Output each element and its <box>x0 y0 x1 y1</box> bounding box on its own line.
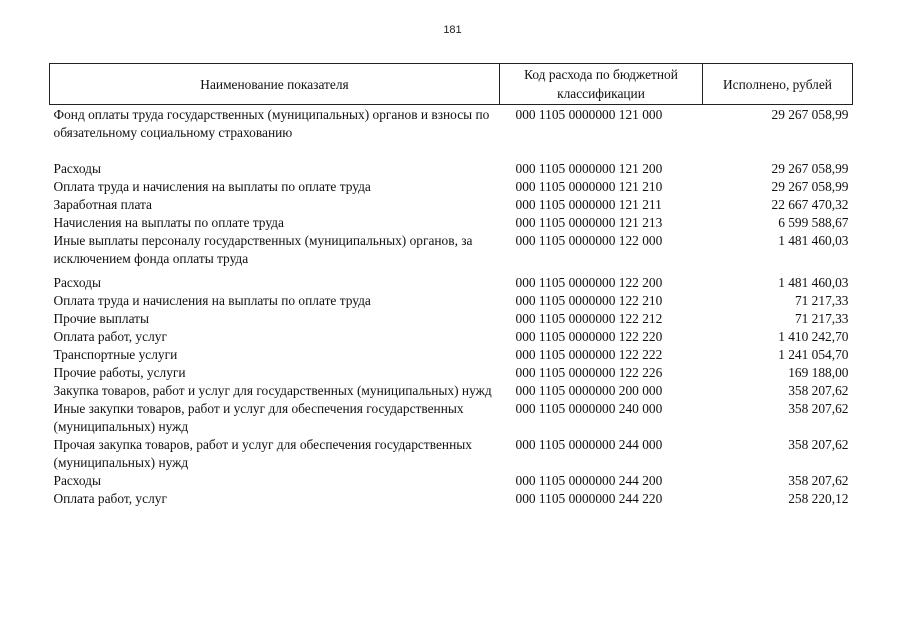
header-expense-code: Код расхода по бюджетной классификации <box>500 64 703 105</box>
row-amount: 22 667 470,32 <box>771 197 849 212</box>
row-amount: 1 481 460,03 <box>778 233 849 248</box>
row-name: Расходы <box>53 275 101 290</box>
row-name: Иные выплаты персоналу государственных (муниципальных) органов, за исключением фонда оплаты труда <box>53 233 473 266</box>
row-code: 000 1105 0000000 122 000 <box>515 233 663 248</box>
row-name: Начисления на выплаты по оплате труда <box>53 215 284 230</box>
row-amount: 29 267 058,99 <box>771 107 849 122</box>
row-amount: 1 481 460,03 <box>778 275 849 290</box>
table-row <box>50 232 853 274</box>
row-code: 000 1105 0000000 122 200 <box>515 275 663 290</box>
budget-execution-table <box>49 63 853 508</box>
row-code: 000 1105 0000000 121 213 <box>515 215 663 230</box>
row-code: 000 1105 0000000 122 212 <box>515 311 663 326</box>
table-row <box>50 382 853 400</box>
row-name: Оплата труда и начисления на выплаты по оплате труда <box>53 293 371 308</box>
row-code: 000 1105 0000000 240 000 <box>515 401 663 416</box>
row-amount: 358 207,62 <box>788 437 849 452</box>
table-row <box>50 328 853 346</box>
row-name: Оплата труда и начисления на выплаты по оплате труда <box>53 179 371 194</box>
row-amount: 258 220,12 <box>788 491 849 506</box>
table-header-row <box>50 64 853 105</box>
table-row <box>50 196 853 214</box>
row-code: 000 1105 0000000 121 211 <box>515 197 662 212</box>
table-row <box>50 310 853 328</box>
row-amount: 29 267 058,99 <box>771 179 849 194</box>
row-code: 000 1105 0000000 122 226 <box>515 365 663 380</box>
row-name: Прочие работы, услуги <box>53 365 186 380</box>
row-name: Расходы <box>53 161 101 176</box>
row-code: 000 1105 0000000 122 222 <box>515 347 663 362</box>
row-name: Оплата работ, услуг <box>53 491 167 506</box>
row-amount: 29 267 058,99 <box>771 161 849 176</box>
row-name: Фонд оплаты труда государственных (муниципальных) органов и взносы по обязательному социальному страхованию <box>53 107 490 140</box>
table-row <box>50 105 853 161</box>
row-code: 000 1105 0000000 244 200 <box>515 473 663 488</box>
row-amount: 71 217,33 <box>794 311 849 326</box>
row-name: Транспортные услуги <box>53 347 178 362</box>
row-code: 000 1105 0000000 200 000 <box>515 383 663 398</box>
row-code: 000 1105 0000000 244 220 <box>515 491 663 506</box>
row-code: 000 1105 0000000 121 200 <box>515 161 663 176</box>
table-row <box>50 292 853 310</box>
row-code: 000 1105 0000000 121 000 <box>515 107 663 122</box>
row-amount: 1 241 054,70 <box>778 347 849 362</box>
table-row <box>50 400 853 436</box>
page-number: 181 <box>443 24 462 36</box>
row-name: Прочая закупка товаров, работ и услуг для обеспечения государственных (муниципальных) нужд <box>53 437 472 470</box>
row-code: 000 1105 0000000 244 000 <box>515 437 663 452</box>
table-row <box>50 160 853 178</box>
row-amount: 169 188,00 <box>788 365 849 380</box>
table-row <box>50 472 853 490</box>
row-amount: 358 207,62 <box>788 401 849 416</box>
row-code: 000 1105 0000000 122 220 <box>515 329 663 344</box>
table-row <box>50 490 853 508</box>
row-amount: 358 207,62 <box>788 473 849 488</box>
row-amount: 1 410 242,70 <box>778 329 849 344</box>
table-row <box>50 436 853 472</box>
header-indicator-name: Наименование показателя <box>50 64 500 105</box>
table-row <box>50 274 853 292</box>
row-code: 000 1105 0000000 122 210 <box>515 293 663 308</box>
row-name: Закупка товаров, работ и услуг для государственных (муниципальных) нужд <box>53 383 492 398</box>
row-name: Иные закупки товаров, работ и услуг для обеспечения государственных (муниципальных) нужд <box>53 401 464 434</box>
table-row <box>50 346 853 364</box>
table-row <box>50 178 853 196</box>
row-name: Заработная плата <box>53 197 152 212</box>
row-amount: 6 599 588,67 <box>778 215 849 230</box>
row-name: Оплата работ, услуг <box>53 329 167 344</box>
header-executed-amount: Исполнено, рублей <box>703 64 853 105</box>
table-row <box>50 214 853 232</box>
row-amount: 71 217,33 <box>794 293 849 308</box>
row-amount: 358 207,62 <box>788 383 849 398</box>
row-code: 000 1105 0000000 121 210 <box>515 179 663 194</box>
table-row <box>50 364 853 382</box>
row-name: Расходы <box>53 473 101 488</box>
row-name: Прочие выплаты <box>53 311 150 326</box>
